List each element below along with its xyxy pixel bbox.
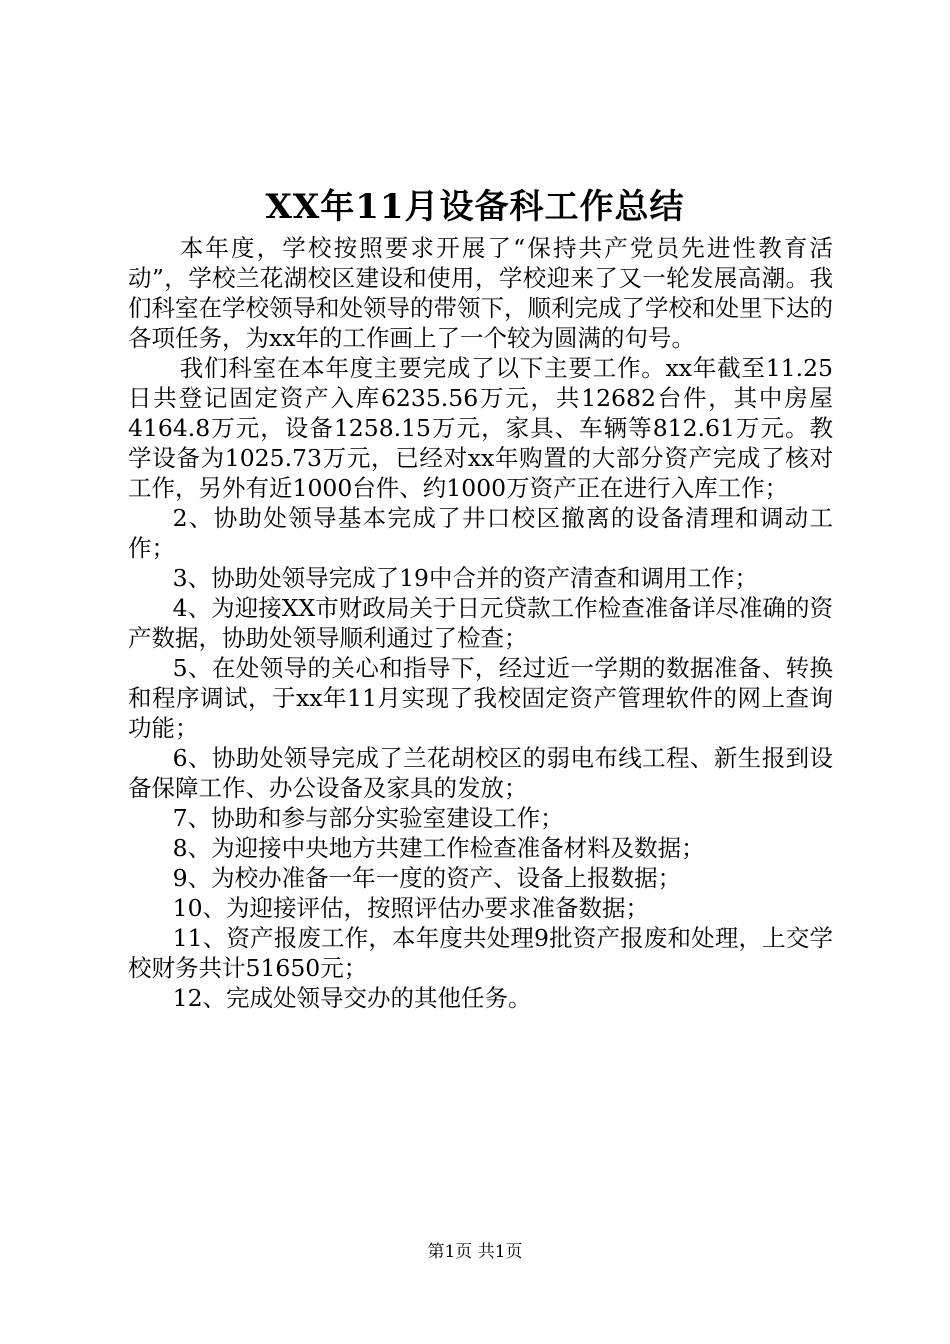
list-item-5: 5、在处领导的关心和指导下，经过近一学期的数据准备、转换和程序调试，于xx年11月实现了我校固定资产管理软件的网上查询功能； (128, 654, 833, 742)
list-item-12: 12、完成处领导交办的其他任务。 (172, 984, 532, 1012)
list-item-2: 2、协助处领导基本完成了井口校区撤离的设备清理和调动工作； (128, 504, 833, 562)
document-body (128, 233, 833, 1013)
page-footer: 第1页 共1页 (427, 1242, 523, 1262)
list-item-9: 9、为校办准备一年一度的资产、设备上报数据； (172, 864, 682, 892)
list-item-3: 3、协助处领导完成了19中合并的资产清查和调用工作； (172, 564, 758, 592)
list-item-8: 8、为迎接中央地方共建工作检查准备材料及数据； (172, 834, 705, 862)
list-item-6: 6、协助处领导完成了兰花胡校区的弱电布线工程、新生报到设备保障工作、办公设备及家具的发放； (128, 744, 833, 802)
list-item-10: 10、为迎接评估，按照评估办要求准备数据； (172, 894, 650, 922)
list-item-4: 4、为迎接XX市财政局关于日元贷款工作检查准备详尽准确的资产数据，协助处领导顺利通过了检查； (128, 594, 833, 652)
paragraph-main-work: 我们科室在本年度主要完成了以下主要工作。xx年截至11.25日共登记固定资产入库6235.56万元，共12682台件，其中房屋4164.8万元，设备1258.15万元，家具、车辆等812.61万元。教学设备为1025.73万元，已经对xx年购置的大部分资产完成了核对工作，另外有近1000台件、约1000万资产正在进行入库工作； (128, 354, 833, 502)
paragraph-intro: 本年度，学校按照要求开展了“保持共产党员先进性教育活动”，学校兰花湖校区建设和使用，学校迎来了又一轮发展高潮。我们科室在学校领导和处领导的带领下，顺利完成了学校和处里下达的各项任务，为xx年的工作画上了一个较为圆满的句号。 (128, 234, 833, 352)
document-title: XX年11月设备科工作总结 (265, 187, 685, 227)
list-item-7: 7、协助和参与部分实验室建设工作； (172, 804, 564, 832)
list-item-11: 11、资产报废工作，本年度共处理9批资产报废和处理，上交学校财务共计51650元； (128, 924, 833, 982)
